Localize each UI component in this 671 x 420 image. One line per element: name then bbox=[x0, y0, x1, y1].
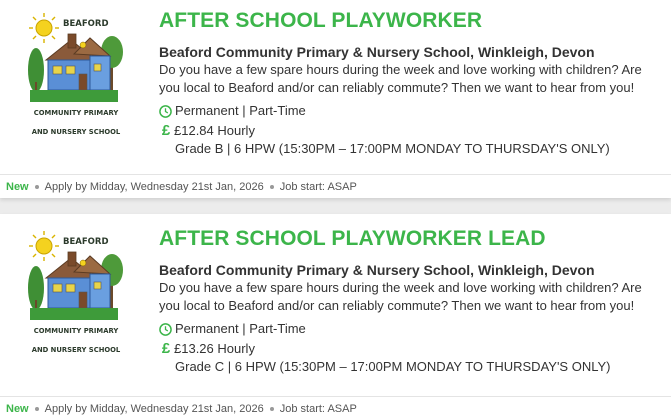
clock-icon bbox=[159, 323, 172, 336]
job-details bbox=[159, 6, 663, 158]
logo-text-community: COMMUNITY PRIMARY bbox=[33, 327, 119, 335]
job-card-body bbox=[0, 0, 671, 174]
separator-dot bbox=[35, 185, 39, 189]
salary: £12.84 Hourly bbox=[174, 123, 255, 138]
school-building-icon bbox=[46, 252, 110, 308]
job-card[interactable] bbox=[0, 0, 671, 198]
logo-text-nursery: AND NURSERY SCHOOL bbox=[31, 346, 121, 354]
separator-dot bbox=[270, 407, 274, 411]
employer-name: Beaford Community Primary & Nursery School, Winkleigh, Devon bbox=[159, 44, 595, 60]
job-title-link[interactable]: AFTER SCHOOL PLAYWORKER LEAD bbox=[159, 227, 546, 250]
job-start: Job start: ASAP bbox=[279, 402, 357, 415]
contract-type-row bbox=[159, 102, 663, 120]
school-logo[interactable] bbox=[26, 230, 126, 360]
grass-strip bbox=[30, 90, 118, 102]
application-deadline: Apply by Midday, Wednesday 21st Jan, 2026 bbox=[44, 402, 264, 415]
sun-icon bbox=[29, 13, 59, 43]
job-card-footer bbox=[0, 396, 671, 420]
employer-name: Beaford Community Primary & Nursery School, Winkleigh, Devon bbox=[159, 262, 595, 278]
application-deadline: Apply by Midday, Wednesday 21st Jan, 2026 bbox=[44, 180, 264, 193]
logo-text-nursery: AND NURSERY SCHOOL bbox=[31, 128, 121, 136]
salary: £13.26 Hourly bbox=[174, 341, 255, 356]
school-logo[interactable] bbox=[26, 12, 126, 142]
school-building-icon bbox=[46, 34, 110, 90]
job-title-link[interactable]: AFTER SCHOOL PLAYWORKER bbox=[159, 9, 483, 32]
job-card-body bbox=[0, 214, 671, 390]
job-start: Job start: ASAP bbox=[279, 180, 357, 193]
logo-text-beaford: BEAFORD bbox=[63, 237, 109, 247]
contract-type: Permanent | Part-Time bbox=[175, 103, 306, 118]
sun-icon bbox=[29, 231, 59, 261]
hours-detail: Grade C | 6 HPW (15:30PM – 17:00PM MONDAY TO THURSDAY'S ONLY) bbox=[175, 359, 611, 374]
new-badge: New bbox=[6, 402, 29, 415]
job-details bbox=[159, 224, 663, 376]
salary-row bbox=[159, 340, 663, 358]
pound-icon: £ bbox=[161, 340, 171, 357]
logo-text-beaford: BEAFORD bbox=[63, 19, 109, 29]
job-description: Do you have a few spare hours during the week and love working with children? Are you local to Beaford and/or can reliably commute? Then we want to hear from you! bbox=[159, 62, 642, 95]
contract-type: Permanent | Part-Time bbox=[175, 321, 306, 336]
logo-text-community: COMMUNITY PRIMARY bbox=[33, 109, 119, 117]
hours-detail: Grade B | 6 HPW (15:30PM – 17:00PM MONDAY TO THURSDAY'S ONLY) bbox=[175, 141, 610, 156]
separator-dot bbox=[270, 185, 274, 189]
new-badge: New bbox=[6, 180, 29, 193]
job-card-footer bbox=[0, 174, 671, 198]
pound-icon: £ bbox=[161, 122, 171, 139]
clock-icon bbox=[159, 105, 172, 118]
job-description: Do you have a few spare hours during the week and love working with children? Are you local to Beaford and/or can reliably commute? Then we want to hear from you! bbox=[159, 280, 642, 313]
contract-type-row bbox=[159, 320, 663, 338]
salary-row bbox=[159, 122, 663, 140]
separator-dot bbox=[35, 407, 39, 411]
grass-strip bbox=[30, 308, 118, 320]
job-card[interactable] bbox=[0, 214, 671, 420]
